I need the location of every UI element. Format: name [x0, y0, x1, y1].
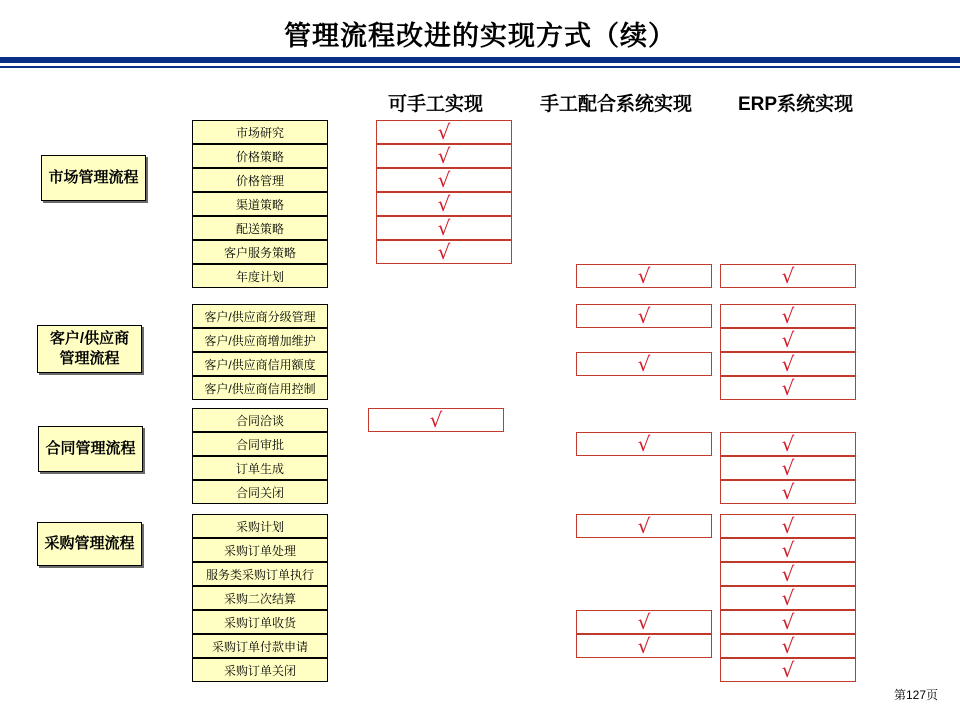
column-header-manual: 可手工实现 — [388, 94, 484, 115]
page-title: 管理流程改进的实现方式（续） — [284, 21, 676, 51]
group-customer-label-line2: 管理流程 — [59, 350, 120, 367]
title-rule-thick — [0, 57, 960, 63]
check-cell-hybrid — [576, 610, 712, 634]
process-item: 客户/供应商增加维护 — [192, 328, 328, 352]
check-cell-erp — [720, 610, 856, 634]
process-item: 采购二次结算 — [192, 586, 328, 610]
check-cell-erp — [720, 586, 856, 610]
check-cell-erp — [720, 658, 856, 682]
check-mark-icon: √ — [437, 168, 451, 192]
check-mark-icon: √ — [781, 610, 795, 634]
check-cell-erp — [720, 538, 856, 562]
check-mark-icon: √ — [429, 408, 443, 432]
check-mark-icon: √ — [637, 514, 651, 538]
check-mark-icon: √ — [781, 432, 795, 456]
check-mark-icon: √ — [781, 328, 795, 352]
group-contract-label: 合同管理流程 — [45, 440, 136, 457]
check-cell-manual — [376, 144, 512, 168]
check-cell-hybrid — [576, 304, 712, 328]
check-cell-manual — [376, 120, 512, 144]
group-purchase-label: 采购管理流程 — [44, 535, 135, 552]
check-mark-icon: √ — [637, 634, 651, 658]
check-mark-icon: √ — [781, 586, 795, 610]
check-cell-manual — [376, 168, 512, 192]
column-header-erp: ERP系统实现 — [738, 94, 854, 115]
process-item: 年度计划 — [192, 264, 328, 288]
check-mark-icon: √ — [781, 352, 795, 376]
check-cell-erp — [720, 562, 856, 586]
check-mark-icon: √ — [637, 432, 651, 456]
process-item: 价格管理 — [192, 168, 328, 192]
page-number: 第127页 — [893, 688, 938, 702]
check-cell-erp — [720, 634, 856, 658]
check-mark-icon: √ — [437, 192, 451, 216]
check-mark-icon: √ — [781, 264, 795, 288]
check-cell-erp — [720, 328, 856, 352]
check-mark-icon: √ — [781, 634, 795, 658]
check-mark-icon: √ — [437, 216, 451, 240]
check-mark-icon: √ — [781, 376, 795, 400]
check-cell-hybrid — [576, 264, 712, 288]
check-cell-erp — [720, 432, 856, 456]
group-contract-process — [38, 426, 143, 472]
check-mark-icon: √ — [781, 562, 795, 586]
check-cell-erp — [720, 514, 856, 538]
check-mark-icon: √ — [437, 240, 451, 264]
check-cell-hybrid — [576, 634, 712, 658]
process-item: 合同洽谈 — [192, 408, 328, 432]
check-mark-icon: √ — [637, 264, 651, 288]
group-market-process — [41, 155, 146, 201]
check-cell-erp — [720, 480, 856, 504]
process-item: 客户/供应商信用额度 — [192, 352, 328, 376]
group-customer-supplier-process — [37, 325, 142, 373]
group-market-label: 市场管理流程 — [48, 169, 139, 186]
process-item: 客户/供应商分级管理 — [192, 304, 328, 328]
check-cell-hybrid — [576, 352, 712, 376]
check-cell-erp — [720, 304, 856, 328]
check-mark-icon: √ — [637, 610, 651, 634]
process-item: 配送策略 — [192, 216, 328, 240]
check-mark-icon: √ — [437, 120, 451, 144]
process-item: 采购订单付款申请 — [192, 634, 328, 658]
check-mark-icon: √ — [781, 304, 795, 328]
check-cell-erp — [720, 352, 856, 376]
process-item: 价格策略 — [192, 144, 328, 168]
title-rule-thin — [0, 66, 960, 68]
process-item: 客户/供应商信用控制 — [192, 376, 328, 400]
group-customer-label-line1: 客户/供应商 — [49, 330, 130, 347]
check-cell-erp — [720, 376, 856, 400]
group-purchase-process — [37, 522, 142, 566]
process-item: 采购订单处理 — [192, 538, 328, 562]
check-mark-icon: √ — [781, 658, 795, 682]
check-mark-icon: √ — [781, 456, 795, 480]
check-cell-hybrid — [576, 514, 712, 538]
process-item: 订单生成 — [192, 456, 328, 480]
check-mark-icon: √ — [637, 352, 651, 376]
process-item: 市场研究 — [192, 120, 328, 144]
check-mark-icon: √ — [781, 480, 795, 504]
column-header-hybrid: 手工配合系统实现 — [540, 94, 693, 115]
check-mark-icon: √ — [637, 304, 651, 328]
check-cell-erp — [720, 456, 856, 480]
process-item: 渠道策略 — [192, 192, 328, 216]
process-item: 采购计划 — [192, 514, 328, 538]
process-item: 合同审批 — [192, 432, 328, 456]
check-cell-manual — [376, 216, 512, 240]
process-item: 客户服务策略 — [192, 240, 328, 264]
check-cell-erp — [720, 264, 856, 288]
check-mark-icon: √ — [781, 514, 795, 538]
check-mark-icon: √ — [781, 538, 795, 562]
process-item: 服务类采购订单执行 — [192, 562, 328, 586]
check-cell-manual — [376, 192, 512, 216]
check-cell-hybrid — [576, 432, 712, 456]
process-item: 合同关闭 — [192, 480, 328, 504]
process-item: 采购订单收货 — [192, 610, 328, 634]
process-item: 采购订单关闭 — [192, 658, 328, 682]
check-cell-manual — [368, 408, 504, 432]
check-cell-manual — [376, 240, 512, 264]
check-mark-icon: √ — [437, 144, 451, 168]
